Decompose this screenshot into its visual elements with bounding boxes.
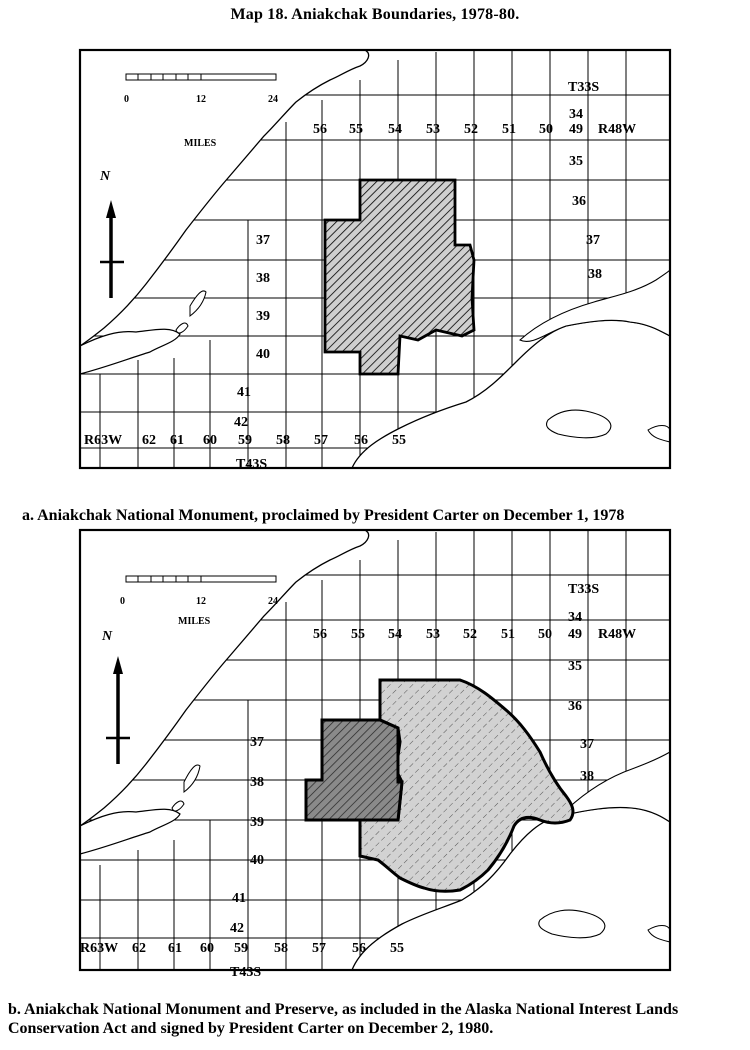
- north-label: N: [100, 169, 111, 184]
- range-59: 59: [238, 433, 252, 448]
- range-labels-bottom: [84, 433, 406, 448]
- township-42: 42: [234, 415, 248, 430]
- caption-a: a. Aniakchak National Monument, proclaimed by President Carter on December 1, 1978: [22, 507, 625, 524]
- range-49: 49: [569, 122, 583, 137]
- range-56: 56: [313, 627, 327, 642]
- township-36: 36: [572, 194, 586, 209]
- range-62: 62: [142, 433, 156, 448]
- township-41: 41: [232, 891, 246, 906]
- monument-1980: [306, 720, 402, 820]
- range-55-bottom: 55: [390, 941, 404, 956]
- island: [176, 323, 188, 333]
- range-53: 53: [426, 122, 440, 137]
- township-37: 37: [250, 735, 264, 750]
- range-61: 61: [168, 941, 182, 956]
- range-55: 55: [351, 627, 365, 642]
- township-t33s: T33S: [568, 582, 600, 597]
- north-label: N: [102, 629, 113, 644]
- scale-unit: MILES: [184, 138, 217, 149]
- scale-bar: [126, 576, 276, 582]
- township-34: 34: [568, 610, 582, 625]
- range-51: 51: [501, 627, 515, 642]
- township-34: 34: [569, 107, 583, 122]
- range-r48w: R48W: [598, 627, 637, 642]
- township-40: 40: [250, 853, 264, 868]
- range-labels-bottom: [80, 941, 404, 956]
- island: [172, 801, 184, 811]
- scale-tick-24: 24: [268, 596, 278, 607]
- range-53: 53: [426, 627, 440, 642]
- range-49: 49: [568, 627, 582, 642]
- range-57: 57: [314, 433, 328, 448]
- scale-tick-0: 0: [124, 94, 129, 105]
- township-38: 38: [256, 271, 270, 286]
- scale-unit: MILES: [178, 616, 211, 627]
- island: [190, 291, 206, 316]
- township-38-east: 38: [588, 267, 602, 282]
- range-56-bottom: 56: [354, 433, 368, 448]
- township-38: 38: [250, 775, 264, 790]
- township-37-east: 37: [580, 737, 594, 752]
- caption-b: b. Aniakchak National Monument and Preserve, as included in the Alaska National Interest Lands Conservation Act and signed by President Carter on December 2, 1980.: [8, 1001, 679, 1037]
- range-50: 50: [538, 627, 552, 642]
- township-37-east: 37: [586, 233, 600, 248]
- range-58: 58: [274, 941, 288, 956]
- range-52: 52: [463, 627, 477, 642]
- township-36: 36: [568, 699, 582, 714]
- scale-tick-12: 12: [196, 94, 206, 105]
- map-a: [0, 40, 750, 490]
- range-60: 60: [200, 941, 214, 956]
- range-54: 54: [388, 122, 402, 137]
- range-52: 52: [464, 122, 478, 137]
- scale-tick-0: 0: [120, 596, 125, 607]
- township-37: 37: [256, 233, 270, 248]
- range-56-bottom: 56: [352, 941, 366, 956]
- scale-tick-12: 12: [196, 596, 206, 607]
- range-60: 60: [203, 433, 217, 448]
- range-58: 58: [276, 433, 290, 448]
- range-r63w: R63W: [80, 941, 119, 956]
- township-41: 41: [237, 385, 251, 400]
- township-38-east: 38: [580, 769, 594, 784]
- scale-tick-24: 24: [268, 94, 278, 105]
- range-57: 57: [312, 941, 326, 956]
- range-55: 55: [349, 122, 363, 137]
- township-t43s: T43S: [236, 457, 268, 472]
- township-42: 42: [230, 921, 244, 936]
- range-r63w: R63W: [84, 433, 123, 448]
- township-35: 35: [569, 154, 583, 169]
- range-61: 61: [170, 433, 184, 448]
- range-55-bottom: 55: [392, 433, 406, 448]
- island: [184, 765, 200, 792]
- range-56: 56: [313, 122, 327, 137]
- township-t43s: T43S: [230, 965, 262, 980]
- range-51: 51: [502, 122, 516, 137]
- township-35: 35: [568, 659, 582, 674]
- range-54: 54: [388, 627, 402, 642]
- range-62: 62: [132, 941, 146, 956]
- township-t33s: T33S: [568, 80, 600, 95]
- page-title: Map 18. Aniakchak Boundaries, 1978-80.: [230, 6, 520, 23]
- range-r48w: R48W: [598, 122, 637, 137]
- range-59: 59: [234, 941, 248, 956]
- township-40: 40: [256, 347, 270, 362]
- bay-water: [80, 809, 180, 854]
- scale-bar: [126, 74, 276, 80]
- map-b: [0, 520, 750, 990]
- range-50: 50: [539, 122, 553, 137]
- township-39: 39: [256, 309, 270, 324]
- monument-1978: [325, 180, 474, 374]
- township-39: 39: [250, 815, 264, 830]
